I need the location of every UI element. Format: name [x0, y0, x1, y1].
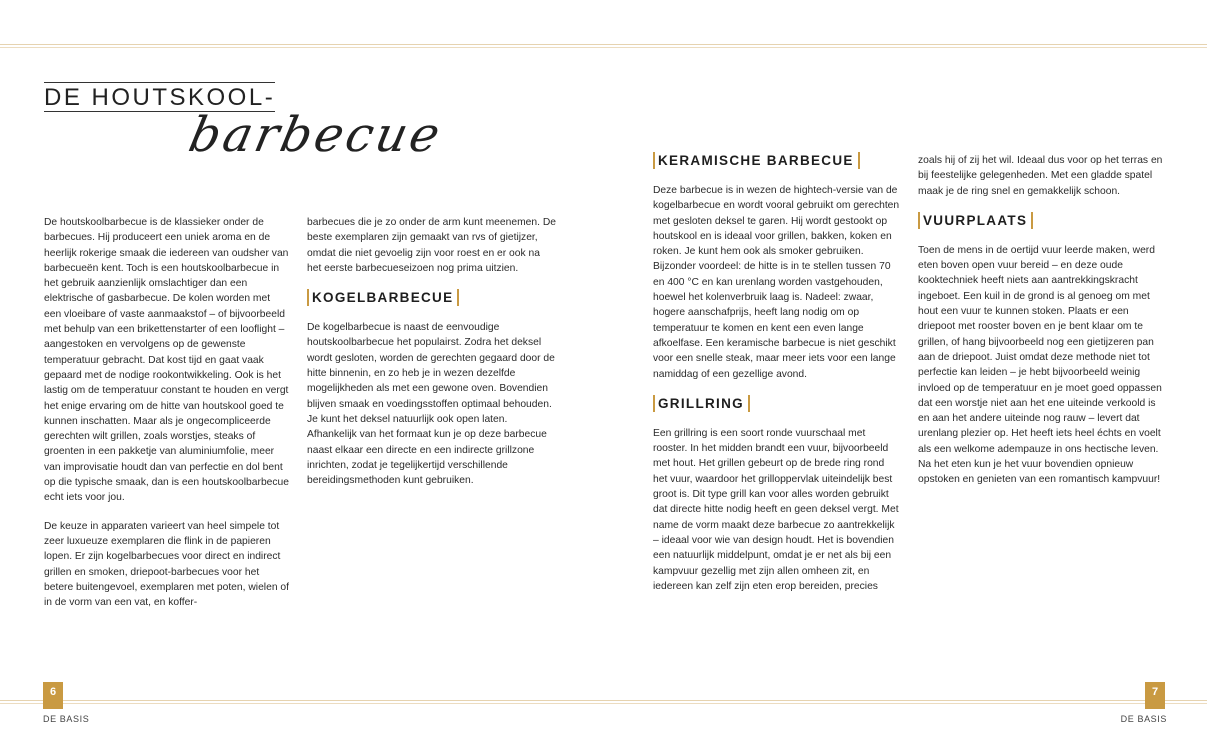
text-column-1	[44, 215, 290, 610]
paragraph: Deze barbecue is in wezen de hightech-versie van de kogelbarbecue en wordt vooral gebruikt om gerechten met gesloten deksel te garen. Hij wordt gestookt op houtskool en is ideaal voor grillen, bakken, koken en roken. Je kunt hem ook als smoker gebruiken. Bijzonder voordeel: de hitte is in te stellen tussen 70 en 400 °C en kan urenlang worden vastgehouden, hoewel het kolenverbruik laag is. Nadeel: zwaar, hogere aanschafprijs, heeft lang nodig om op temperatuur te komen en kent een even lange afkoelfase. Een keramische barbecue is niet geschikt voor een snelle steak, maar meer iets voor een lange namiddag of een gezellige avond.	[653, 185, 900, 380]
bottom-rule	[0, 700, 1207, 701]
paragraph: Een grillring is een soort ronde vuurschaal met rooster. In het midden brandt een vuur, bijvoorbeeld met hout. Het grillen gebeurt op de brede ring rond het vuur, waardoor het grilloppervlak uiteindelijk best groot is. Dit type grill kan voor alles worden gebruikt dat directe hitte nodig heeft en geen deksel vergt. Met name de vorm maakt deze barbecue zo aantrekkelijk – ideaal voor wie van design houdt. Het is bovendien een natuurlijk middelpunt, omdat je er net als bij een kampvuur gezellig met zijn allen omheen zit, en iedereen kan zelf zijn eten erop bereiden, precies	[653, 427, 899, 592]
top-rule-inner	[0, 47, 1207, 48]
paragraph: De keuze in apparaten varieert van heel simpele tot zeer luxueuze exemplaren die flink in de papieren lopen. Er zijn kogelbarbecues voor direct en indirect grillen en smoken, driepoot-barbecues voor het betere buitengevoel, exemplaren met poten, wielen of in de vorm van een vat, en koffer-	[44, 520, 289, 609]
text-column-3	[653, 152, 901, 594]
top-rule	[0, 44, 1207, 45]
paragraph: zoals hij of zij het wil. Ideaal dus voor op het terras en bij feestelijke gelegenheden. Met een gladde spatel maak je de ring snel en gemakkelijk schoon.	[918, 155, 1163, 197]
page-number-left: 6	[43, 682, 63, 709]
text-column-4	[918, 153, 1168, 488]
section-heading-vuurplaats: VUURPLAATS	[918, 212, 1033, 229]
section-heading-keramische-barbecue: KERAMISCHE BARBECUE	[653, 152, 860, 169]
paragraph: barbecues die je zo onder de arm kunt meenemen. De beste exemplaren zijn gemaakt van rvs of gietijzer, omdat die niet gevoelig zijn voor roest en er ook na het eerste barbecueseizoen nog prima uitzien.	[307, 217, 556, 274]
chapter-title: DE HOUTSKOOL-	[44, 84, 276, 111]
paragraph: De kogelbarbecue is naast de eenvoudige houtskoolbarbecue het populairst. Zodra het deksel wordt gesloten, worden de gerechten gegaard door de hitte binnenin, en zo heb je in wezen dezelfde mogelijkheden als met een gewone oven. Bovendien blijven smaak en voedingsstoffen optimaal behouden. Je kunt het deksel natuurlijk ook open laten. Afhankelijk van het formaat kun je op deze barbecue naast elkaar een directe en een indirecte grillzone inrichten, zodat je tegelijkertijd verschillende bereidingsmethoden kunt gebruiken.	[307, 322, 555, 487]
section-heading-grillring: GRILLRING	[653, 395, 750, 412]
page-number-right: 7	[1145, 682, 1165, 709]
footer-label-right: DE BASIS	[1120, 714, 1167, 724]
text-column-2	[307, 215, 557, 488]
footer-label-left: DE BASIS	[43, 714, 90, 724]
section-heading-kogelbarbecue: KOGELBARBECUE	[307, 289, 459, 306]
chapter-title-script: barbecue	[184, 107, 448, 163]
bottom-rule-inner	[0, 703, 1207, 704]
paragraph: De houtskoolbarbecue is de klassieker onder de barbecues. Hij produceert een uniek aroma en de heerlijk rokerige smaak die iedereen van oudsher van barbecueën kent. Toch is een houtskoolbarbecue in het gebruik aanzienlijk omslachtiger dan een elektrische of gasbarbecue. De kolen worden met een vloeibare of vaste aanmaakstof – of bijvoorbeeld met behulp van een brikettenstarter of een looflight – aangestoken en vervolgens op de gewenste temperatuur gebracht. Dat kost tijd en gaat vaak gepaard met de nodige rookontwikkeling. Ook is het lastig om de temperatuur constant te houden en vergt het enige ervaring om de hitte van houtskool goed te kunnen inschatten. Maar als je ongecompliceerde gerechten wilt grillen, zoals worstjes, steaks of groenten in een pakketje van aluminiumfolie, meer van improvisatie houdt dan van perfectie en dol bent op die typische smaak, dan is een houtskoolbarbecue echt iets voor jou.	[44, 217, 289, 504]
paragraph: Toen de mens in de oertijd vuur leerde maken, werd eten boven open vuur bereid – en deze oude kooktechniek heeft niets aan aantrekkingskracht ingeboet. Een kuil in de grond is al genoeg om met hout een vuur te kunnen stoken. Plaats er een driepoot met rooster boven en je bent klaar om te grillen, of hang bijvoorbeeld nog een gietijzeren pan aan de driepoot. Juist omdat deze methode niet tot perfectie kan leiden – je hebt bijvoorbeeld weinig invloed op de temperatuur en je moet goed oppassen dat een worstje niet aan het ene uiteinde verkoold is en aan het andere uiteinde nog rauw – levert dat urenlang plezier op. Het heeft iets heel échts en voelt als een welkome adempauze in ons hectische leven. Na het eten kun je het vuur bovendien opnieuw opstoken en genieten van een romantisch kampvuur!	[918, 244, 1162, 486]
